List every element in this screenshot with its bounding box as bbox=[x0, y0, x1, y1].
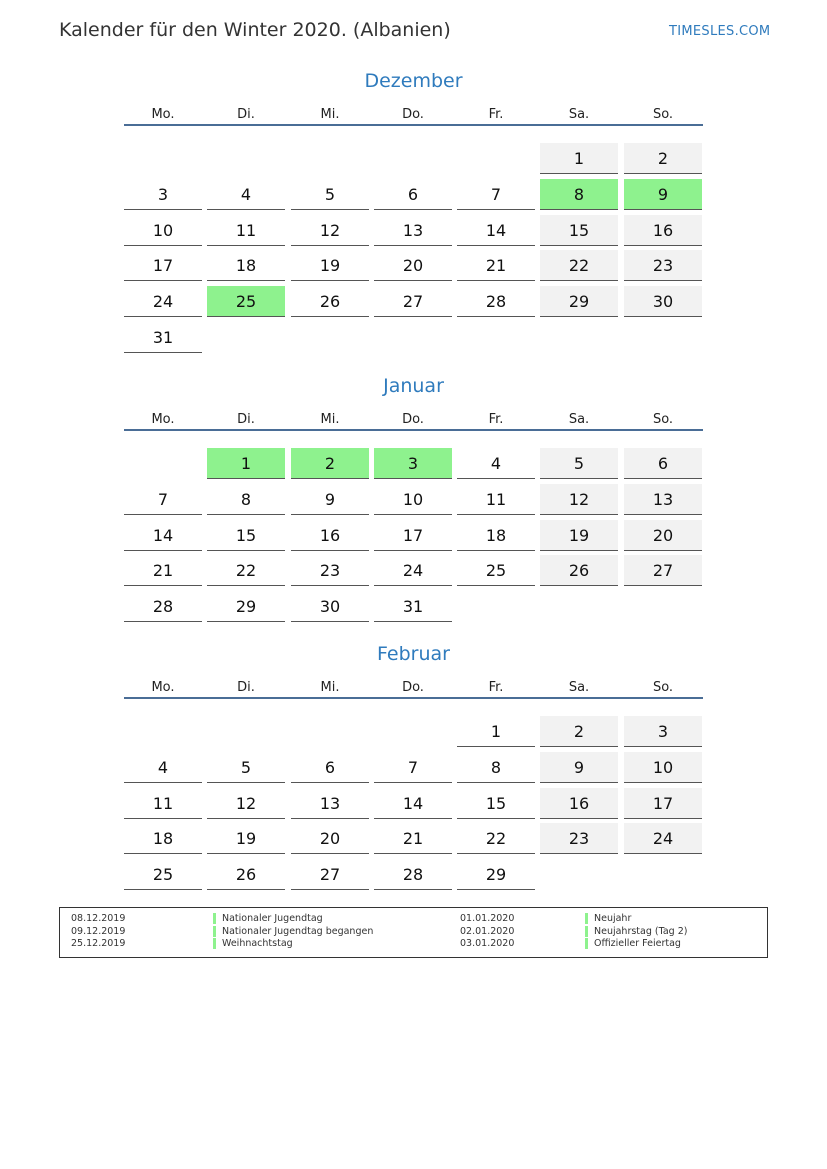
day-cell: 21 bbox=[124, 555, 202, 586]
weekday-header: Do. bbox=[402, 680, 424, 695]
day-cell: 17 bbox=[624, 788, 702, 819]
day-cell: 20 bbox=[374, 250, 452, 281]
day-cell: 25 bbox=[457, 555, 535, 586]
day-cell: 13 bbox=[624, 484, 702, 515]
day-cell: 22 bbox=[540, 250, 618, 281]
day-cell: 12 bbox=[291, 215, 369, 246]
day-cell: 8 bbox=[207, 484, 285, 515]
weekday-header: Sa. bbox=[568, 107, 590, 122]
day-cell: 9 bbox=[291, 484, 369, 515]
weekday-header: Fr. bbox=[488, 680, 504, 695]
day-cell: 30 bbox=[624, 286, 702, 317]
legend-holiday-name: Nationaler Jugendtag bbox=[213, 913, 323, 924]
day-cell: 24 bbox=[374, 555, 452, 586]
day-cell: 24 bbox=[124, 286, 202, 317]
day-cell: 29 bbox=[540, 286, 618, 317]
day-cell: 25 bbox=[124, 859, 202, 890]
month-title: Februar bbox=[377, 643, 450, 665]
day-cell: 16 bbox=[624, 215, 702, 246]
weekday-header: Mi. bbox=[320, 680, 340, 695]
day-cell: 7 bbox=[124, 484, 202, 515]
weekday-header: Do. bbox=[402, 107, 424, 122]
day-cell: 3 bbox=[124, 179, 202, 210]
legend-date: 09.12.2019 bbox=[71, 925, 126, 937]
day-cell: 10 bbox=[124, 215, 202, 246]
day-cell: 21 bbox=[374, 823, 452, 854]
day-cell: 13 bbox=[291, 788, 369, 819]
day-cell: 19 bbox=[291, 250, 369, 281]
page-title: Kalender für den Winter 2020. (Albanien) bbox=[59, 19, 451, 41]
day-cell: 29 bbox=[457, 859, 535, 890]
day-cell: 10 bbox=[624, 752, 702, 783]
weekday-header: Mo. bbox=[151, 412, 175, 427]
day-cell: 18 bbox=[207, 250, 285, 281]
day-cell: 26 bbox=[207, 859, 285, 890]
legend-holiday-name: Offizieller Feiertag bbox=[585, 938, 681, 949]
day-cell: 21 bbox=[457, 250, 535, 281]
day-cell: 11 bbox=[207, 215, 285, 246]
month-title: Januar bbox=[383, 375, 444, 397]
weekday-header: Mi. bbox=[320, 412, 340, 427]
day-cell: 14 bbox=[457, 215, 535, 246]
day-cell: 20 bbox=[291, 823, 369, 854]
day-cell: 28 bbox=[124, 591, 202, 622]
header-rule bbox=[124, 124, 703, 126]
day-cell: 4 bbox=[457, 448, 535, 479]
day-cell: 5 bbox=[540, 448, 618, 479]
day-cell: 18 bbox=[124, 823, 202, 854]
legend-date: 01.01.2020 bbox=[460, 913, 515, 924]
day-cell: 28 bbox=[457, 286, 535, 317]
weekday-header: Mo. bbox=[151, 107, 175, 122]
weekday-header: So. bbox=[652, 680, 674, 695]
weekday-header: Fr. bbox=[488, 412, 504, 427]
day-cell: 1 bbox=[457, 716, 535, 747]
legend-holiday-name: Neujahrstag (Tag 2) bbox=[585, 926, 687, 937]
legend-holiday-name: Neujahr bbox=[585, 913, 631, 924]
day-cell: 15 bbox=[457, 788, 535, 819]
weekday-header: Di. bbox=[237, 412, 255, 427]
day-cell: 30 bbox=[291, 591, 369, 622]
legend-date: 25.12.2019 bbox=[71, 938, 126, 949]
weekday-header: Di. bbox=[237, 107, 255, 122]
legend-holiday-name: Weihnachtstag bbox=[213, 938, 293, 949]
legend-date: 02.01.2020 bbox=[460, 925, 515, 937]
day-cell: 5 bbox=[291, 179, 369, 210]
day-cell: 2 bbox=[624, 143, 702, 174]
legend-date: 03.01.2020 bbox=[460, 938, 515, 949]
weekday-header: Sa. bbox=[568, 680, 590, 695]
day-cell: 10 bbox=[374, 484, 452, 515]
day-cell: 22 bbox=[457, 823, 535, 854]
weekday-header: Do. bbox=[402, 412, 424, 427]
day-cell: 19 bbox=[540, 520, 618, 551]
day-cell: 9 bbox=[624, 179, 702, 210]
day-cell: 7 bbox=[457, 179, 535, 210]
day-cell: 24 bbox=[624, 823, 702, 854]
day-cell: 7 bbox=[374, 752, 452, 783]
day-cell: 31 bbox=[124, 322, 202, 353]
day-cell: 17 bbox=[124, 250, 202, 281]
day-cell: 9 bbox=[540, 752, 618, 783]
day-cell: 16 bbox=[291, 520, 369, 551]
day-cell: 26 bbox=[291, 286, 369, 317]
day-cell: 28 bbox=[374, 859, 452, 890]
day-cell: 4 bbox=[207, 179, 285, 210]
day-cell: 16 bbox=[540, 788, 618, 819]
day-cell: 27 bbox=[291, 859, 369, 890]
site-link[interactable]: TIMESLES.COM bbox=[669, 24, 771, 39]
day-cell: 29 bbox=[207, 591, 285, 622]
day-cell: 3 bbox=[374, 448, 452, 479]
day-cell: 25 bbox=[207, 286, 285, 317]
day-cell: 26 bbox=[540, 555, 618, 586]
weekday-header: So. bbox=[652, 412, 674, 427]
day-cell: 20 bbox=[624, 520, 702, 551]
day-cell: 27 bbox=[624, 555, 702, 586]
day-cell: 18 bbox=[457, 520, 535, 551]
day-cell: 14 bbox=[374, 788, 452, 819]
weekday-header: Di. bbox=[237, 680, 255, 695]
legend-date: 08.12.2019 bbox=[71, 913, 126, 924]
day-cell: 6 bbox=[624, 448, 702, 479]
weekday-header: So. bbox=[652, 107, 674, 122]
day-cell: 2 bbox=[291, 448, 369, 479]
header-rule bbox=[124, 697, 703, 699]
weekday-header: Fr. bbox=[488, 107, 504, 122]
weekday-header: Mo. bbox=[151, 680, 175, 695]
day-cell: 8 bbox=[457, 752, 535, 783]
day-cell: 11 bbox=[124, 788, 202, 819]
day-cell: 14 bbox=[124, 520, 202, 551]
month-title: Dezember bbox=[364, 70, 463, 92]
holiday-legend bbox=[59, 907, 768, 958]
day-cell: 23 bbox=[291, 555, 369, 586]
day-cell: 12 bbox=[540, 484, 618, 515]
day-cell: 1 bbox=[207, 448, 285, 479]
day-cell: 4 bbox=[124, 752, 202, 783]
day-cell: 17 bbox=[374, 520, 452, 551]
day-cell: 3 bbox=[624, 716, 702, 747]
day-cell: 22 bbox=[207, 555, 285, 586]
day-cell: 5 bbox=[207, 752, 285, 783]
legend-holiday-name: Nationaler Jugendtag begangen bbox=[213, 926, 373, 937]
day-cell: 15 bbox=[540, 215, 618, 246]
day-cell: 19 bbox=[207, 823, 285, 854]
day-cell: 6 bbox=[291, 752, 369, 783]
day-cell: 2 bbox=[540, 716, 618, 747]
day-cell: 23 bbox=[540, 823, 618, 854]
weekday-header: Sa. bbox=[568, 412, 590, 427]
header-rule bbox=[124, 429, 703, 431]
day-cell: 11 bbox=[457, 484, 535, 515]
day-cell: 23 bbox=[624, 250, 702, 281]
day-cell: 15 bbox=[207, 520, 285, 551]
weekday-header: Mi. bbox=[320, 107, 340, 122]
day-cell: 13 bbox=[374, 215, 452, 246]
day-cell: 31 bbox=[374, 591, 452, 622]
day-cell: 1 bbox=[540, 143, 618, 174]
day-cell: 8 bbox=[540, 179, 618, 210]
day-cell: 27 bbox=[374, 286, 452, 317]
day-cell: 12 bbox=[207, 788, 285, 819]
day-cell: 6 bbox=[374, 179, 452, 210]
